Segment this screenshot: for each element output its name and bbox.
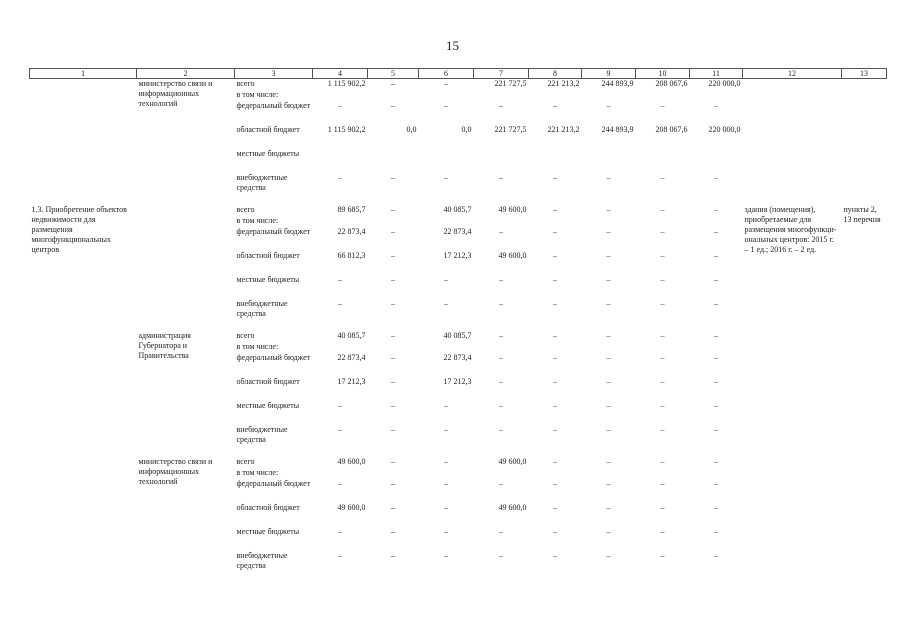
value-cell: –: [391, 377, 395, 386]
funding-category: областной бюджет: [236, 503, 300, 512]
funding-category: внебюджетные средства: [236, 551, 288, 570]
value-cell: [582, 149, 636, 173]
value-cell: –: [444, 479, 448, 488]
value-cell: –: [499, 353, 503, 362]
value-cell: –: [338, 275, 342, 284]
value-cell: [313, 216, 368, 227]
value-cell: –: [444, 457, 448, 466]
value-cell: 17 212,3: [443, 251, 472, 260]
value-cell: 208 067,6: [655, 79, 688, 88]
funding-category: местные бюджеты: [236, 149, 300, 158]
value-cell: –: [553, 331, 557, 340]
value-cell: [582, 468, 636, 479]
value-cell: –: [714, 227, 718, 236]
value-cell: [419, 216, 474, 227]
value-cell: –: [553, 479, 557, 488]
funding-category: федеральный бюджет: [236, 227, 311, 236]
value-cell: [419, 468, 474, 479]
value-cell: –: [660, 425, 665, 434]
value-cell: 49 600,0: [337, 457, 366, 466]
value-cell: 22 873,4: [443, 227, 472, 236]
funding-category: областной бюджет: [236, 125, 300, 134]
value-cell: –: [714, 353, 718, 362]
value-cell: –: [444, 401, 448, 410]
column-number: 13: [842, 69, 887, 79]
value-cell: –: [606, 227, 611, 236]
value-cell: 221 213,2: [547, 125, 580, 134]
value-cell: –: [553, 353, 557, 362]
value-cell: [368, 149, 419, 173]
funding-category: областной бюджет: [236, 251, 300, 260]
value-cell: –: [499, 401, 503, 410]
value-cell: –: [553, 251, 557, 260]
funding-category: в том числе:: [236, 90, 279, 99]
value-cell: [313, 342, 368, 353]
value-cell: –: [553, 377, 557, 386]
funding-category: федеральный бюджет: [236, 353, 311, 362]
value-cell: –: [714, 275, 718, 284]
funding-category: областной бюджет: [236, 377, 300, 386]
references-cell: [842, 331, 887, 449]
table-row: [30, 205, 887, 216]
value-cell: 40 085,7: [337, 331, 366, 340]
value-cell: [313, 149, 368, 173]
value-cell: –: [391, 551, 395, 560]
column-number: 3: [235, 69, 313, 79]
block-spacer: [30, 449, 887, 457]
value-cell: –: [391, 425, 395, 434]
value-cell: –: [499, 479, 503, 488]
value-cell: [474, 90, 529, 101]
section-title-cell: [30, 79, 137, 198]
value-cell: [690, 468, 743, 479]
value-cell: –: [338, 551, 342, 560]
value-cell: [419, 149, 474, 173]
value-cell: –: [499, 299, 503, 308]
value-cell: –: [714, 205, 718, 214]
value-cell: –: [499, 173, 503, 182]
budget-table: [29, 68, 887, 575]
value-cell: [313, 468, 368, 479]
value-cell: [636, 342, 690, 353]
value-cell: –: [553, 227, 557, 236]
value-cell: –: [606, 205, 611, 214]
value-cell: –: [714, 299, 718, 308]
value-cell: –: [391, 299, 395, 308]
value-cell: [313, 90, 368, 101]
value-cell: –: [391, 479, 395, 488]
value-cell: 49 600,0: [337, 503, 366, 512]
value-cell: –: [606, 353, 611, 362]
value-cell: 0,0: [406, 125, 417, 134]
value-cell: [636, 468, 690, 479]
references-cell: [842, 79, 887, 198]
value-cell: 17 212,3: [443, 377, 472, 386]
block-spacer: [30, 323, 887, 331]
value-cell: –: [553, 299, 557, 308]
value-cell: 244 893,9: [601, 125, 634, 134]
funding-category: внебюджетные средства: [236, 173, 288, 192]
result-cell: [743, 331, 842, 449]
value-cell: 220 000,0: [708, 125, 741, 134]
value-cell: –: [606, 527, 611, 536]
value-cell: 40 085,7: [443, 331, 472, 340]
result-cell: здания (помещения), приобретаемые для размещения многофункци-ональных центров: 2015 г. – 1 ед.; 2016 г. – 2 ед.: [744, 205, 837, 254]
funding-category: федеральный бюджет: [236, 479, 311, 488]
value-cell: –: [660, 479, 665, 488]
value-cell: [582, 342, 636, 353]
column-number: 1: [30, 69, 137, 79]
value-cell: –: [606, 479, 611, 488]
value-cell: [368, 468, 419, 479]
value-cell: –: [338, 527, 342, 536]
value-cell: –: [660, 299, 665, 308]
value-cell: –: [391, 331, 395, 340]
references-cell: пункты 2, 13 перечня: [843, 205, 881, 224]
value-cell: –: [553, 101, 557, 110]
result-cell: [743, 79, 842, 198]
value-cell: –: [553, 275, 557, 284]
value-cell: –: [660, 457, 665, 466]
value-cell: –: [553, 527, 557, 536]
value-cell: 244 893,9: [601, 79, 634, 88]
value-cell: –: [606, 425, 611, 434]
result-cell: [743, 457, 842, 575]
value-cell: –: [553, 551, 557, 560]
value-cell: 208 067,6: [655, 125, 688, 134]
section-title-cell: 1.3. Приобретение объектов недвижимости для размещения многофункциональных центров: [31, 205, 127, 254]
value-cell: [368, 342, 419, 353]
value-cell: [529, 216, 582, 227]
value-cell: 49 600,0: [498, 205, 527, 214]
value-cell: –: [391, 251, 395, 260]
value-cell: –: [714, 457, 718, 466]
value-cell: –: [444, 425, 448, 434]
value-cell: –: [499, 227, 503, 236]
value-cell: [368, 90, 419, 101]
value-cell: –: [499, 425, 503, 434]
value-cell: –: [338, 425, 342, 434]
value-cell: –: [444, 551, 448, 560]
column-number: 4: [313, 69, 368, 79]
value-cell: –: [660, 401, 665, 410]
block-spacer: [30, 197, 887, 205]
funding-category: внебюджетные средства: [236, 299, 288, 318]
funding-category: федеральный бюджет: [236, 101, 311, 110]
value-cell: –: [660, 527, 665, 536]
value-cell: –: [606, 251, 611, 260]
value-cell: –: [606, 551, 611, 560]
value-cell: –: [714, 425, 718, 434]
column-number: 6: [419, 69, 474, 79]
spacer-cell: [30, 449, 887, 457]
value-cell: –: [391, 101, 395, 110]
value-cell: –: [714, 401, 718, 410]
value-cell: [690, 342, 743, 353]
value-cell: [529, 90, 582, 101]
value-cell: –: [499, 527, 503, 536]
column-number: 12: [743, 69, 842, 79]
value-cell: –: [606, 457, 611, 466]
section-title-cell: [30, 457, 137, 575]
value-cell: –: [338, 101, 342, 110]
value-cell: 49 600,0: [498, 251, 527, 260]
value-cell: –: [391, 173, 395, 182]
value-cell: 17 212,3: [337, 377, 366, 386]
value-cell: –: [660, 101, 665, 110]
value-cell: –: [660, 503, 665, 512]
funding-category: в том числе:: [236, 342, 279, 351]
funding-category: местные бюджеты: [236, 275, 300, 284]
value-cell: [636, 216, 690, 227]
value-cell: [690, 149, 743, 173]
value-cell: –: [714, 101, 718, 110]
funding-category: всего: [236, 457, 255, 466]
value-cell: [636, 90, 690, 101]
value-cell: 221 727,5: [494, 125, 527, 134]
value-cell: –: [660, 551, 665, 560]
value-cell: –: [391, 527, 395, 536]
value-cell: 22 873,4: [337, 353, 366, 362]
value-cell: [690, 216, 743, 227]
value-cell: –: [444, 173, 448, 182]
value-cell: 220 000,0: [708, 79, 741, 88]
value-cell: –: [499, 275, 503, 284]
value-cell: 1 115 902,2: [327, 125, 366, 134]
value-cell: –: [660, 173, 665, 182]
spacer-cell: [30, 323, 887, 331]
value-cell: –: [714, 551, 718, 560]
column-number: 2: [137, 69, 235, 79]
value-cell: –: [444, 79, 448, 88]
funding-category: всего: [236, 331, 255, 340]
funding-category: в том числе:: [236, 468, 279, 477]
value-cell: –: [444, 299, 448, 308]
value-cell: –: [444, 101, 448, 110]
value-cell: 221 213,2: [547, 79, 580, 88]
value-cell: [419, 90, 474, 101]
value-cell: [529, 468, 582, 479]
value-cell: 89 685,7: [337, 205, 366, 214]
value-cell: –: [391, 503, 395, 512]
value-cell: [368, 216, 419, 227]
value-cell: 22 873,4: [443, 353, 472, 362]
column-number: 7: [474, 69, 529, 79]
value-cell: –: [660, 205, 665, 214]
value-cell: –: [660, 275, 665, 284]
table-row: [30, 79, 887, 91]
value-cell: 1 115 902,2: [327, 79, 366, 88]
responsible-cell: [137, 205, 235, 323]
value-cell: [474, 468, 529, 479]
value-cell: –: [714, 377, 718, 386]
value-cell: 0,0: [461, 125, 472, 134]
value-cell: –: [606, 101, 611, 110]
responsible-cell: министерство связи и информационных технологий: [138, 79, 213, 108]
value-cell: –: [391, 353, 395, 362]
value-cell: –: [714, 527, 718, 536]
funding-category: в том числе:: [236, 216, 279, 225]
value-cell: [529, 149, 582, 173]
value-cell: –: [660, 251, 665, 260]
column-number: 11: [690, 69, 743, 79]
column-number: 5: [368, 69, 419, 79]
value-cell: –: [444, 503, 448, 512]
value-cell: –: [499, 331, 503, 340]
value-cell: –: [553, 503, 557, 512]
value-cell: –: [553, 425, 557, 434]
value-cell: –: [714, 251, 718, 260]
value-cell: –: [660, 353, 665, 362]
value-cell: –: [391, 401, 395, 410]
references-cell: [842, 457, 887, 575]
value-cell: –: [714, 331, 718, 340]
value-cell: [636, 149, 690, 173]
value-cell: [690, 90, 743, 101]
column-number: 10: [636, 69, 690, 79]
value-cell: –: [499, 377, 503, 386]
value-cell: –: [391, 227, 395, 236]
column-number: 9: [582, 69, 636, 79]
value-cell: 22 873,4: [337, 227, 366, 236]
funding-category: всего: [236, 205, 255, 214]
value-cell: –: [660, 377, 665, 386]
value-cell: –: [391, 457, 395, 466]
value-cell: –: [338, 299, 342, 308]
value-cell: –: [553, 457, 557, 466]
section-title-cell: [30, 331, 137, 449]
value-cell: –: [391, 79, 395, 88]
value-cell: –: [391, 205, 395, 214]
value-cell: –: [499, 551, 503, 560]
value-cell: 49 600,0: [498, 503, 527, 512]
column-number: 8: [529, 69, 582, 79]
column-numbers-row: [30, 69, 887, 79]
value-cell: [474, 216, 529, 227]
value-cell: –: [660, 331, 665, 340]
value-cell: –: [338, 479, 342, 488]
value-cell: [474, 149, 529, 173]
value-cell: –: [714, 479, 718, 488]
responsible-cell: администрация Губернатора и Правительства: [138, 331, 191, 360]
table-row: [30, 457, 887, 468]
value-cell: –: [444, 275, 448, 284]
value-cell: [582, 90, 636, 101]
table-row: [30, 331, 887, 342]
value-cell: [419, 342, 474, 353]
value-cell: [582, 216, 636, 227]
value-cell: –: [338, 173, 342, 182]
value-cell: –: [391, 275, 395, 284]
value-cell: 221 727,5: [494, 79, 527, 88]
value-cell: –: [444, 527, 448, 536]
value-cell: 49 600,0: [498, 457, 527, 466]
value-cell: –: [606, 173, 611, 182]
funding-category: всего: [236, 79, 255, 88]
value-cell: –: [606, 377, 611, 386]
value-cell: –: [606, 331, 611, 340]
value-cell: [474, 342, 529, 353]
value-cell: –: [553, 205, 557, 214]
spacer-cell: [30, 197, 887, 205]
page-number: 15: [446, 38, 459, 53]
value-cell: –: [714, 503, 718, 512]
value-cell: 66 812,3: [337, 251, 366, 260]
value-cell: –: [714, 173, 718, 182]
funding-category: местные бюджеты: [236, 527, 300, 536]
value-cell: [529, 342, 582, 353]
value-cell: –: [553, 401, 557, 410]
funding-category: местные бюджеты: [236, 401, 300, 410]
value-cell: –: [606, 401, 611, 410]
value-cell: –: [606, 503, 611, 512]
value-cell: –: [606, 299, 611, 308]
value-cell: –: [660, 227, 665, 236]
value-cell: –: [338, 401, 342, 410]
value-cell: –: [606, 275, 611, 284]
funding-category: внебюджетные средства: [236, 425, 288, 444]
value-cell: 40 085,7: [443, 205, 472, 214]
responsible-cell: министерство связи и информационных технологий: [138, 457, 213, 486]
value-cell: –: [499, 101, 503, 110]
value-cell: –: [553, 173, 557, 182]
